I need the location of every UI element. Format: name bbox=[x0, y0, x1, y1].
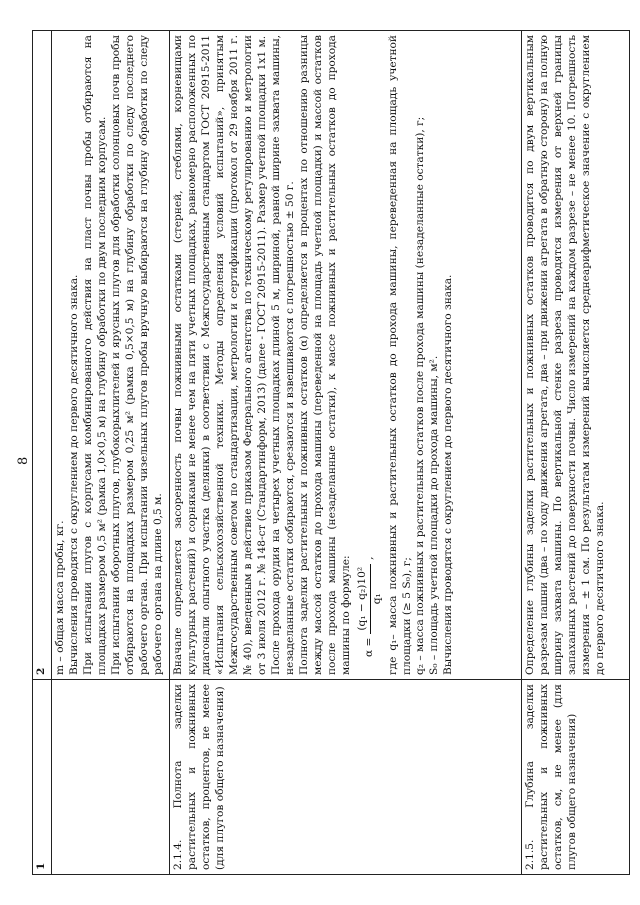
table-row bbox=[521, 31, 629, 875]
row-description bbox=[170, 31, 522, 680]
paragraph: q₂ – масса пожнивных и растительных остатков после прохода машины (незаделанные остатки), г; bbox=[414, 116, 427, 675]
formula-fraction bbox=[356, 564, 385, 634]
paragraph: Определение глубины заделки растительных и пожнивных остатков проводится по двум вертикальным разрезам пашни (два – по ходу движения агрегата, два – при движении агрегата в обратную сторону) на полную ширину захвата машины. По вертикальной стенке разреза проводятся измерения от верхней границы запаханных растений до поверхности почвы. Число измерений на каждом разрезе – не менее 10. Погрешность измерения – ± 1 см. По результатам измерений вычисляется среднеарифметическое значение с округлением до первого десятичного знака. bbox=[523, 35, 606, 675]
row-label: 2.1.4. Полнота заделки растительных и пожнивных остатков, процентов, не менее (для плугов общего назначения) bbox=[170, 680, 522, 875]
formula-lhs: α = bbox=[363, 637, 376, 657]
row-description bbox=[52, 31, 170, 680]
header-col-1: 1 bbox=[33, 680, 52, 875]
paragraph: При испытании плугов с корпусами комбинированного действия на пласт почвы пробы отбираются на площадках размером 0,5 м² (рамка 1,0×0,5 м) на глубину обработки по двум последним корпусам. bbox=[81, 35, 108, 675]
table-row bbox=[170, 31, 522, 875]
formula-numerator: (q₁ − q₂)10² bbox=[356, 564, 371, 634]
paragraph: Вычисления проводятся с округлением до первого десятичного знака. bbox=[67, 274, 80, 675]
formula bbox=[356, 35, 385, 657]
row-label bbox=[52, 680, 170, 875]
paragraph: m – общая масса пробы, кг. bbox=[54, 520, 66, 675]
table-row bbox=[52, 31, 170, 875]
row-label: 2.1.5. Глубина заделки растительных и пожнивных остатков, см, не менее (для плугов общего назначения) bbox=[521, 680, 629, 875]
header-col-2: 2 bbox=[33, 31, 52, 680]
paragraph: Вычисления проводятся с округлением до первого десятичного знака. bbox=[442, 274, 455, 675]
paragraph: После прохода орудия на четырех учетных площадках длиной 5 м, шириной, равной ширине захвата машины, незаделанные остатки собираются, срезаются и взвешиваются с погрешностью ± 50 г. bbox=[269, 35, 296, 675]
row-description bbox=[521, 31, 629, 680]
paragraph: где q₁– масса пожнивных и растительных остатков до прохода машины, переведенная на площадь учетной площадки (≥ 5 S₀), г; bbox=[386, 35, 413, 675]
paragraph: Вначале определяется засоренность почвы пожнивными остатками (стерней, стеблями, корневищами культурных растений) и сорняками не менее чем на пяти учетных площадках, равномерно расположенных по диагонали опытного участка (делянки) в соответствии с Межгосударственным стандартом ГОСТ 20915-2011 «Испытания сельскохозяйственной техники. Методы определения условий испытаний», принятым Межгосударственным советом по стандартизации, метрологии и сертификации (протокол от 29 ноября 2011 г. № 40), введенным в действие приказом Федерального агентства по техническому регулированию и метрологии от 3 июля 2012 г. № 148-ст (Стандартинформ, 2013) (далее - ГОСТ 20915-2011). Размер учетной площадки 1х1 м. bbox=[172, 35, 268, 675]
paragraph: При испытании оборотных плугов, глубокорыхлителей и ярусных плугов для обработки солонцовых почв пробы отбираются на площадках размером 0,25 м² (рамка 0,5×0,5 м) на глубину обработки по следу последнего рабочего органа. При испытании чизельных плугов пробы вручную выбираются на глубину обработки по следу рабочего органа на длине 0,5 м. bbox=[109, 35, 164, 675]
formula-denominator: q₁ bbox=[370, 593, 383, 605]
page-number: 8 bbox=[16, 456, 31, 465]
paragraph: Полнота заделки растительных и пожнивных остатков (α) определяется в процентах по отношению разницы между массой остатков до прохода машины (переведенной на площадь учетной площадки) и массой остатков после прохода машины (незаделанные остатки), к массе пожнивных и растительных остатков до прохода машины по формуле: bbox=[297, 35, 352, 675]
table-header-row bbox=[33, 31, 52, 875]
formula-tail: , bbox=[363, 556, 376, 560]
criteria-table bbox=[32, 30, 630, 875]
paragraph: S₀ – площадь учетной площадки до прохода машины, м². bbox=[428, 355, 441, 675]
